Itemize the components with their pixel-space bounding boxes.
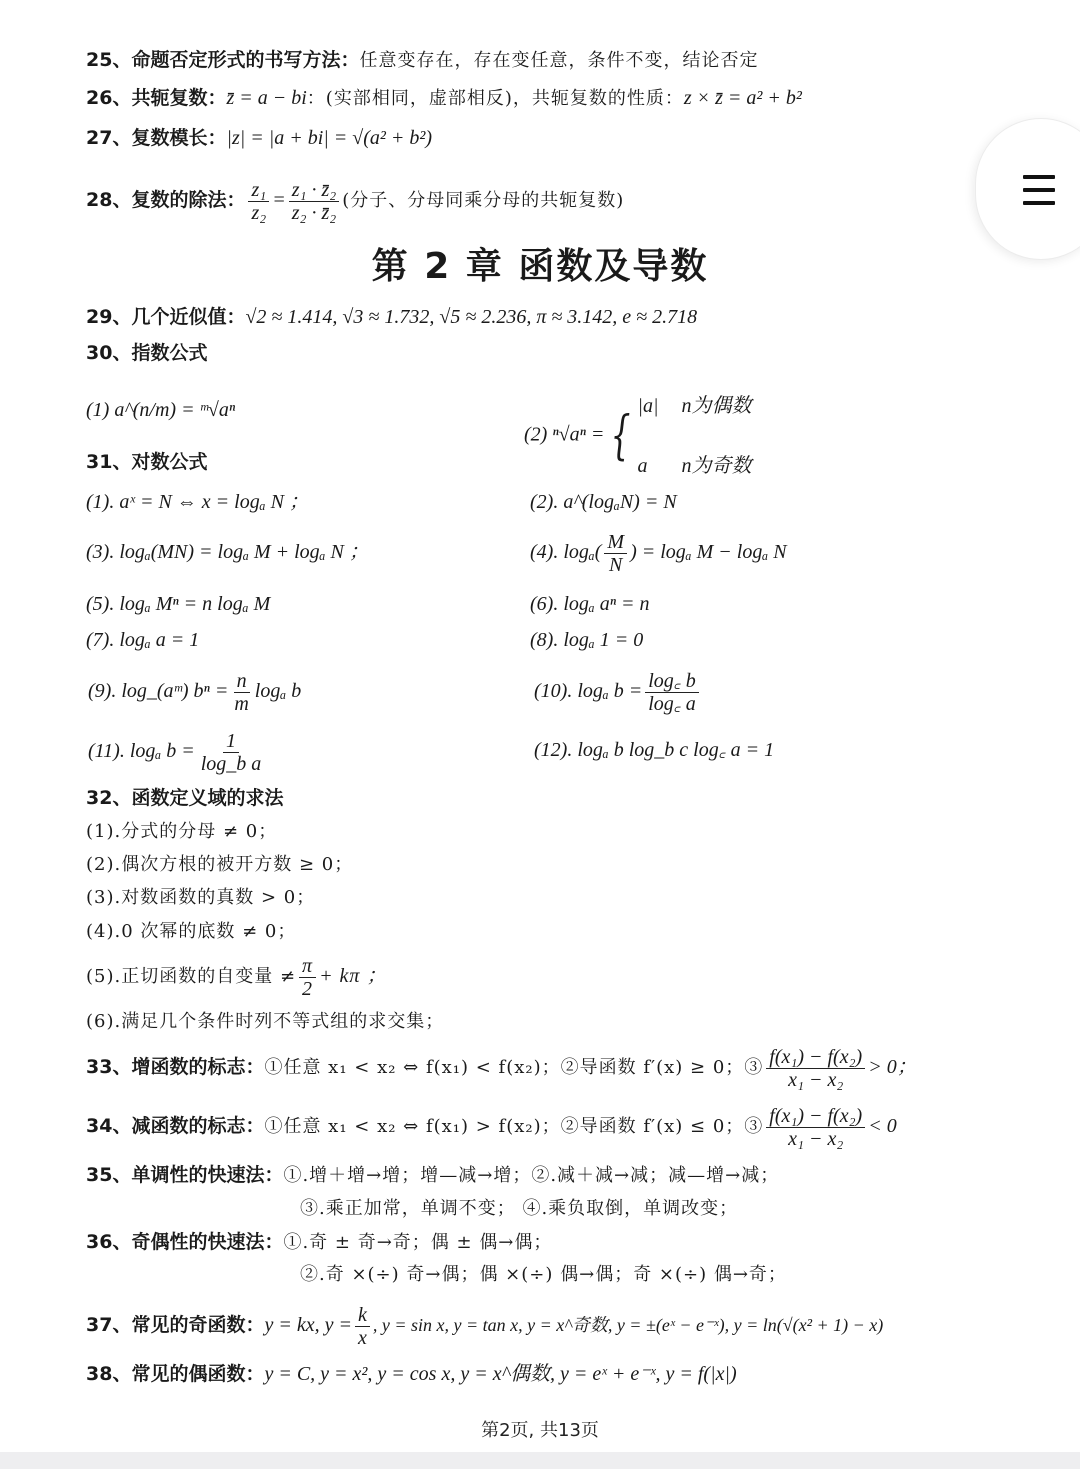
item-36-line-2: ②.奇 ×(÷) 奇→偶；偶 ×(÷) 偶→偶；奇 ×(÷) 偶→奇； <box>300 1264 787 1285</box>
bottom-strip <box>0 1452 1080 1469</box>
cases: |a| n为偶数 a n为奇数 <box>637 395 752 477</box>
fraction: $\frac{\text{f(x₁) − f(x₂)}}{\text{x₁ − x₂}}$ <box>766 1046 865 1091</box>
item-35 <box>86 1163 779 1188</box>
log-formula-2: (2). a^(logₐN) = N <box>530 491 677 513</box>
item-29 <box>86 305 697 329</box>
formula: y = C, y = x², y = cos x, y = x^偶数, y = eˣ + e⁻ˣ, y = f(|x|) <box>264 1363 737 1385</box>
formula: z̄ = a − bi <box>226 87 307 109</box>
item-25 <box>86 48 758 73</box>
log-formula-5: (5). logₐ Mⁿ = n logₐ M <box>86 593 271 615</box>
formula: z × z̄ = a² + b² <box>683 87 802 109</box>
item-32 <box>86 786 283 810</box>
formula: √2 ≈ 1.414, √3 ≈ 1.732, √5 ≈ 2.236, π ≈ 3.142, e ≈ 2.718 <box>245 306 698 328</box>
item-text: (分子、分母同乘分母的共轭复数) <box>342 190 625 211</box>
domain-rule-1: (1).分式的分母 ≠ 0； <box>86 821 278 842</box>
page-number: 第2页, 共13页 <box>481 1420 599 1441</box>
menu-icon <box>1023 175 1055 214</box>
item-label: 34、减函数的标志： <box>86 1115 265 1137</box>
item-label: 36、奇偶性的快速法： <box>86 1231 284 1253</box>
item-31 <box>86 450 207 474</box>
item-text: ①.奇 ± 奇→奇；偶 ± 偶→偶； <box>283 1232 553 1253</box>
item-label: 38、常见的偶函数： <box>86 1363 265 1385</box>
item-text: ：(实部相同，虚部相反)，共轭复数的性质： <box>306 88 684 109</box>
log-formula-6: (6). logₐ aⁿ = n <box>530 593 650 615</box>
item-27 <box>86 126 432 150</box>
formula: , y = sin x, y = tan x, y = x^奇数, y = ±(eˣ − e⁻ˣ), y = ln(√(x² + 1) − x) <box>372 1315 884 1335</box>
log-formula-7: (7). logₐ a = 1 <box>86 629 200 651</box>
formula: y = kx, y = <box>264 1314 352 1336</box>
item-label: 25、命题否定形式的书写方法： <box>86 49 360 71</box>
item-text: ①任意 x₁ < x₂ ⇔ f(x₁) < f(x₂)；②导函数 f′(x) ≥ 0；③ <box>264 1057 764 1078</box>
item-label: 33、增函数的标志： <box>86 1056 265 1078</box>
fraction: $\frac{\text{z₁}}{\text{z₂}}$ <box>248 179 269 224</box>
item-34 <box>86 1101 897 1152</box>
item-label: 31、对数公式 <box>86 451 208 473</box>
item-label: 26、共轭复数： <box>86 87 227 109</box>
item-text: 任意变存在，存在变任意，条件不变，结论否定 <box>359 50 759 71</box>
log-formula-12: (12). logₐ b log_b c log꜀ a = 1 <box>534 739 775 761</box>
exp-formula-1: (1) a^(n/m) = ᵐ√aⁿ <box>86 399 236 421</box>
item-38 <box>86 1362 737 1386</box>
domain-rule-4: (4).0 次幂的底数 ≠ 0； <box>86 921 297 942</box>
fraction: $\frac{\text{z₁ · z̄₂}}{\text{z₂ · z̄₂}}$ <box>289 179 339 224</box>
fraction: $\frac{n}{m}$ <box>234 669 249 715</box>
fraction: $\frac{M}{N}$ <box>604 531 627 576</box>
item-28 <box>86 172 624 229</box>
fraction: $\frac{\log꜀ b}{\log꜀ a}$ <box>645 670 698 715</box>
fraction: $\frac{\text{f(x₁) − f(x₂)}}{\text{x₁ − x₂}}$ <box>766 1105 865 1150</box>
domain-rule-3: (3).对数函数的真数 > 0； <box>86 887 316 908</box>
item-label: 32、函数定义域的求法 <box>86 787 284 809</box>
item-label: 27、复数模长： <box>86 127 227 149</box>
item-label: 28、复数的除法： <box>86 189 246 211</box>
item-33 <box>86 1042 917 1093</box>
item-37 <box>86 1300 883 1350</box>
domain-rule-6: (6).满足几个条件时列不等式组的求交集； <box>86 1011 445 1032</box>
log-formula-4: (4). logₐ( $\frac{M}{N}$ ) = logₐ M − logₐ N <box>530 530 787 576</box>
brace: { <box>611 406 631 466</box>
item-text: ①.增＋增→增；增—减→增；②.减＋减→减；减—增→减； <box>283 1165 780 1186</box>
fraction: $\frac{\pi}{2}$ <box>299 955 316 1000</box>
item-26 <box>86 86 802 111</box>
item-label: 30、指数公式 <box>86 342 208 364</box>
domain-rule-5: (5).正切函数的自变量 ≠ $\frac{\pi}{2}$ + kπ ； <box>86 954 388 1000</box>
domain-rule-2: (2).偶次方根的被开方数 ≥ 0； <box>86 854 354 875</box>
log-formula-9: (9). log_(aᵐ) bⁿ = $\frac{n}{m}$ logₐ b <box>88 669 302 715</box>
item-text: > 0； <box>868 1056 917 1078</box>
item-36 <box>86 1230 552 1255</box>
log-formula-11: (11). logₐ b = $\frac{1}{\text{log\_b a}}$ <box>88 726 267 776</box>
formula: |z| = |a + bi| = √(a² + b²) <box>226 127 433 149</box>
item-label: 37、常见的奇函数： <box>86 1314 265 1336</box>
fraction: $\frac{1}{\text{log\_b a}}$ <box>200 729 262 775</box>
item-text: ①任意 x₁ < x₂ ⇔ f(x₁) > f(x₂)；②导函数 f′(x) ≤ 0；③ <box>264 1116 764 1137</box>
equals-sign: = <box>272 189 286 211</box>
log-formula-8: (8). logₐ 1 = 0 <box>530 629 644 651</box>
item-label: 29、几个近似值： <box>86 306 246 328</box>
log-formula-3: (3). logₐ(MN) = logₐ M + logₐ N ； <box>86 541 369 563</box>
item-30 <box>86 341 207 365</box>
exp-formula-2: (2) ⁿ√aⁿ = { |a| n为偶数 a n为奇数 <box>524 376 751 496</box>
log-formula-10: (10). logₐ b = $\frac{\log꜀ b}{\log꜀ a}$ <box>534 666 702 716</box>
item-label: 35、单调性的快速法： <box>86 1164 284 1186</box>
fraction: $\frac{k}{x}$ <box>355 1304 370 1349</box>
item-text: < 0 <box>868 1115 897 1137</box>
log-formula-1: (1). aˣ = N ⇔ x = logₐ N ； <box>86 491 309 513</box>
chapter-title: 第 2 章 函数及导数 <box>371 246 709 287</box>
item-35-line-2: ③.乘正加常，单调不变； ④.乘负取倒，单调改变； <box>300 1198 739 1219</box>
